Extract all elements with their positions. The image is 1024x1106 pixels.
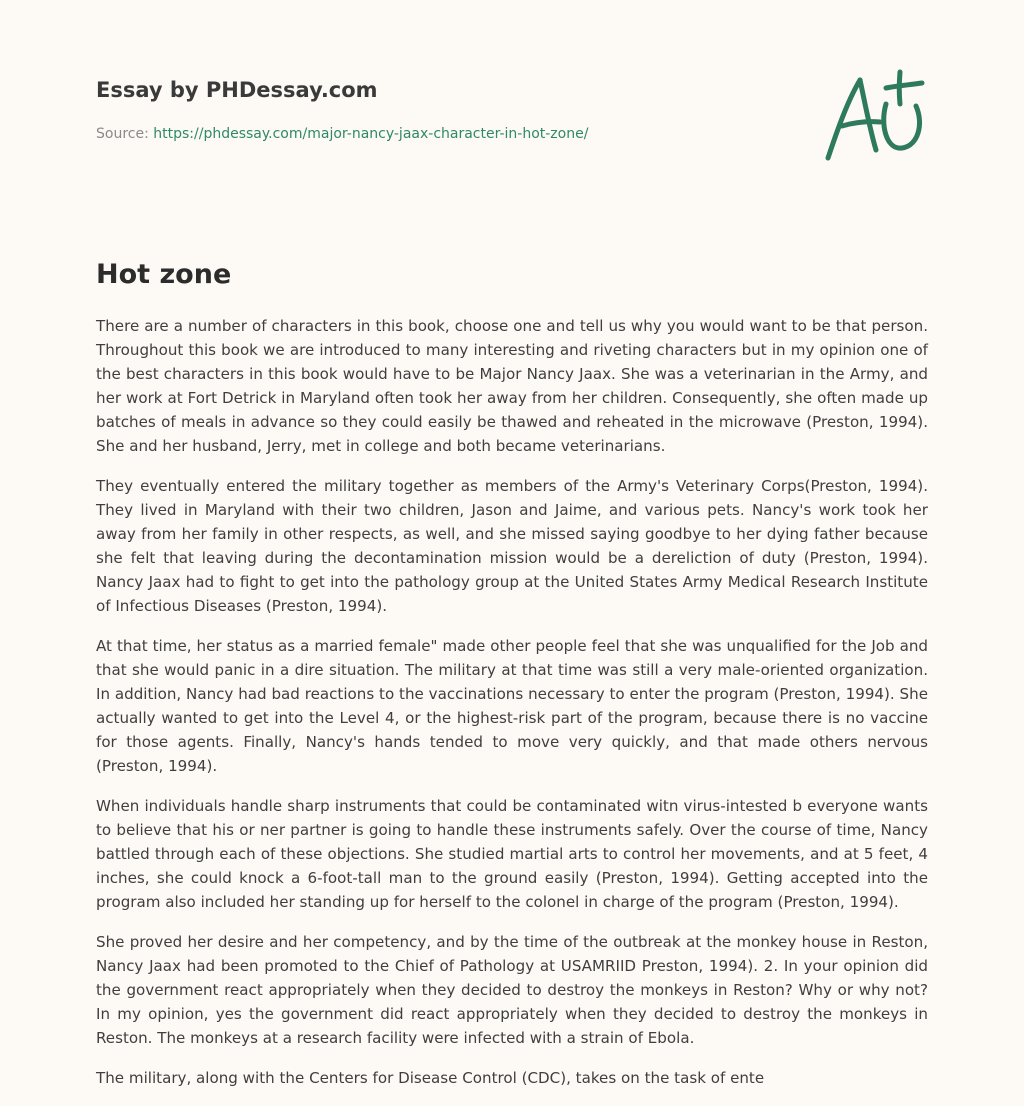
source-label: Source: (96, 126, 154, 142)
a-plus-grade-icon (820, 66, 930, 166)
essay-paragraph: They eventually entered the military together as members of the Army's Veterinary Corps(Preston, 1994). They lived in Maryland with their two children, Jason and Jaime, and various pets. Nancy's work took her away from her family in other respects, as well, and she missed saying goodbye to her dying father because she felt that leaving during the decontamination mission would be a dereliction of duty (Preston, 1994). Nancy Jaax had to fight to get into the pathology group at the United States Army Medical Research Institute of Infectious Diseases (Preston, 1994). (96, 477, 928, 615)
source-link[interactable]: https://phdessay.com/major-nancy-jaax-character-in-hot-zone/ (153, 126, 589, 142)
essay-paragraph: She proved her desire and her competency, and by the time of the outbreak at the monkey house in Reston, Nancy Jaax had been promoted to the Chief of Pathology at USAMRIID Preston, 1994). 2. In your opinion did the government react appropriately when they decided to destroy the monkeys in Reston? Why or why not? In my opinion, yes the government did react appropriately when they decided to destroy the monkeys in Reston. The monkeys at a research facility were infected with a strain of Ebola. (96, 933, 928, 1047)
page-header (96, 76, 736, 144)
essay-paragraph: The military, along with the Centers for Disease Control (CDC), takes on the task of ente (96, 1069, 765, 1087)
essay-paragraph: At that time, her status as a married female" made other people feel that she was unqualified for the Job and that she would panic in a dire situation. The military at that time was still a very male-oriented organization. In addition, Nancy had bad reactions to the vaccinations necessary to enter the program (Preston, 1994). She actually wanted to get into the Level 4, or the highest-risk part of the program, because there is no vaccine for those agents. Finally, Nancy's hands tended to move very quickly, and that made others nervous (Preston, 1994). (96, 637, 928, 775)
essay-title: Hot zone (96, 259, 232, 290)
source-line (96, 124, 736, 144)
brand-title: Essay by PHDessay.com (96, 78, 378, 102)
essay-paragraph: When individuals handle sharp instruments that could be contaminated witn virus-intested b everyone wants to believe that his or ner partner is going to handle these instruments safely. Over the course of time, Nancy battled through each of these objections. She studied martial arts to control her movements, and at 5 feet, 4 inches, she could knock a 6-foot-tall man to the ground easily (Preston, 1994). Getting accepted into the program also included her standing up for herself to the colonel in charge of the program (Preston, 1994). (96, 797, 928, 911)
essay-body (96, 314, 928, 1106)
essay-paragraph: There are a number of characters in this book, choose one and tell us why you would want to be that person. Throughout this book we are introduced to many interesting and riveting characters but in my opinion one of the best characters in this book would have to be Major Nancy Jaax. She was a veterinarian in the Army, and her work at Fort Detrick in Maryland often took her away from her children. Consequently, she often made up batches of meals in advance so they could easily be thawed and reheated in the microwave (Preston, 1994). She and her husband, Jerry, met in college and both became veterinarians. (96, 317, 928, 455)
